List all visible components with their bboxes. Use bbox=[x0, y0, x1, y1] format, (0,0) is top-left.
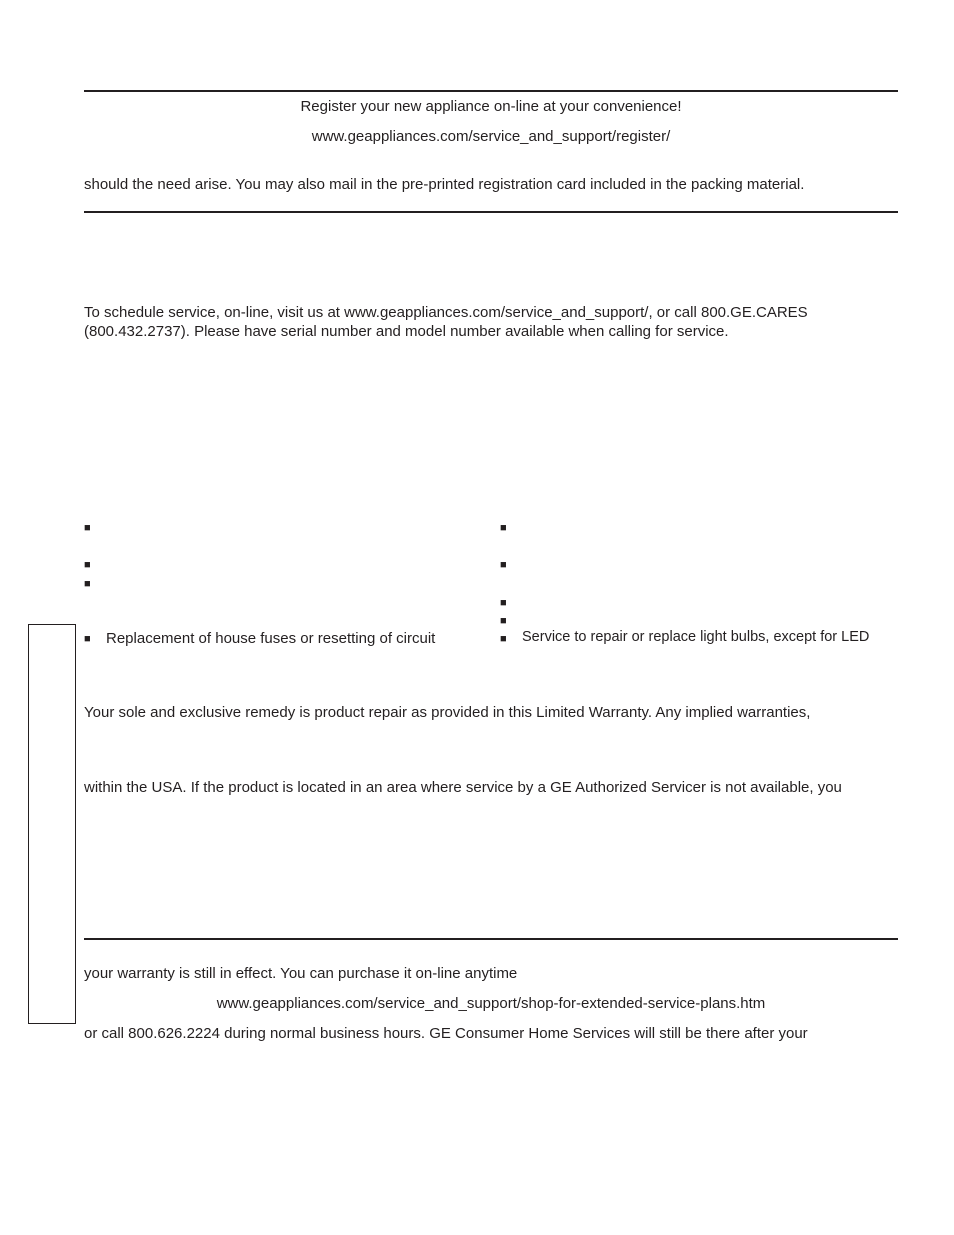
bullet-marker: ■ bbox=[84, 578, 91, 590]
side-tab-box bbox=[28, 624, 76, 1024]
bullet-marker: ■ bbox=[84, 559, 91, 571]
bullet-marker: ■ bbox=[500, 559, 507, 571]
service-line-1: To schedule service, on-line, visit us at www.geappliances.com/service_and_support/, or call 800.GE.CARES bbox=[84, 304, 808, 321]
bullet-marker: ■ bbox=[500, 615, 507, 627]
top-rule bbox=[84, 90, 898, 92]
bullet-marker: ■ bbox=[84, 633, 91, 645]
extended-line-2: or call 800.626.2224 during normal business hours. GE Consumer Home Services will still be there after your bbox=[84, 1025, 808, 1042]
bullet-marker: ■ bbox=[500, 522, 507, 534]
extended-rule bbox=[84, 938, 898, 940]
extended-url[interactable]: www.geappliances.com/service_and_support/shop-for-extended-service-plans.htm bbox=[216, 995, 766, 1012]
registration-note: should the need arise. You may also mail in the pre-printed registration card included in the packing material. bbox=[84, 176, 805, 193]
bullet-marker: ■ bbox=[500, 597, 507, 609]
exclusion-left-item: Replacement of house fuses or resetting of circuit bbox=[106, 630, 436, 647]
remedy-line-2: within the USA. If the product is located in an area where service by a GE Authorized Servicer is not available, you bbox=[84, 779, 842, 796]
exclusion-right-item: Service to repair or replace light bulbs, except for LED bbox=[522, 629, 870, 645]
registration-heading: Register your new appliance on-line at your convenience! bbox=[300, 98, 682, 115]
registration-url[interactable]: www.geappliances.com/service_and_support/register/ bbox=[311, 128, 671, 145]
remedy-line-1: Your sole and exclusive remedy is product repair as provided in this Limited Warranty. Any implied warranties, bbox=[84, 704, 811, 721]
bullet-marker: ■ bbox=[84, 522, 91, 534]
bullet-marker: ■ bbox=[500, 633, 507, 645]
section-rule bbox=[84, 211, 898, 213]
extended-line-1: your warranty is still in effect. You can purchase it on-line anytime bbox=[84, 965, 518, 982]
service-line-2: (800.432.2737). Please have serial number and model number available when calling for service. bbox=[84, 323, 729, 340]
